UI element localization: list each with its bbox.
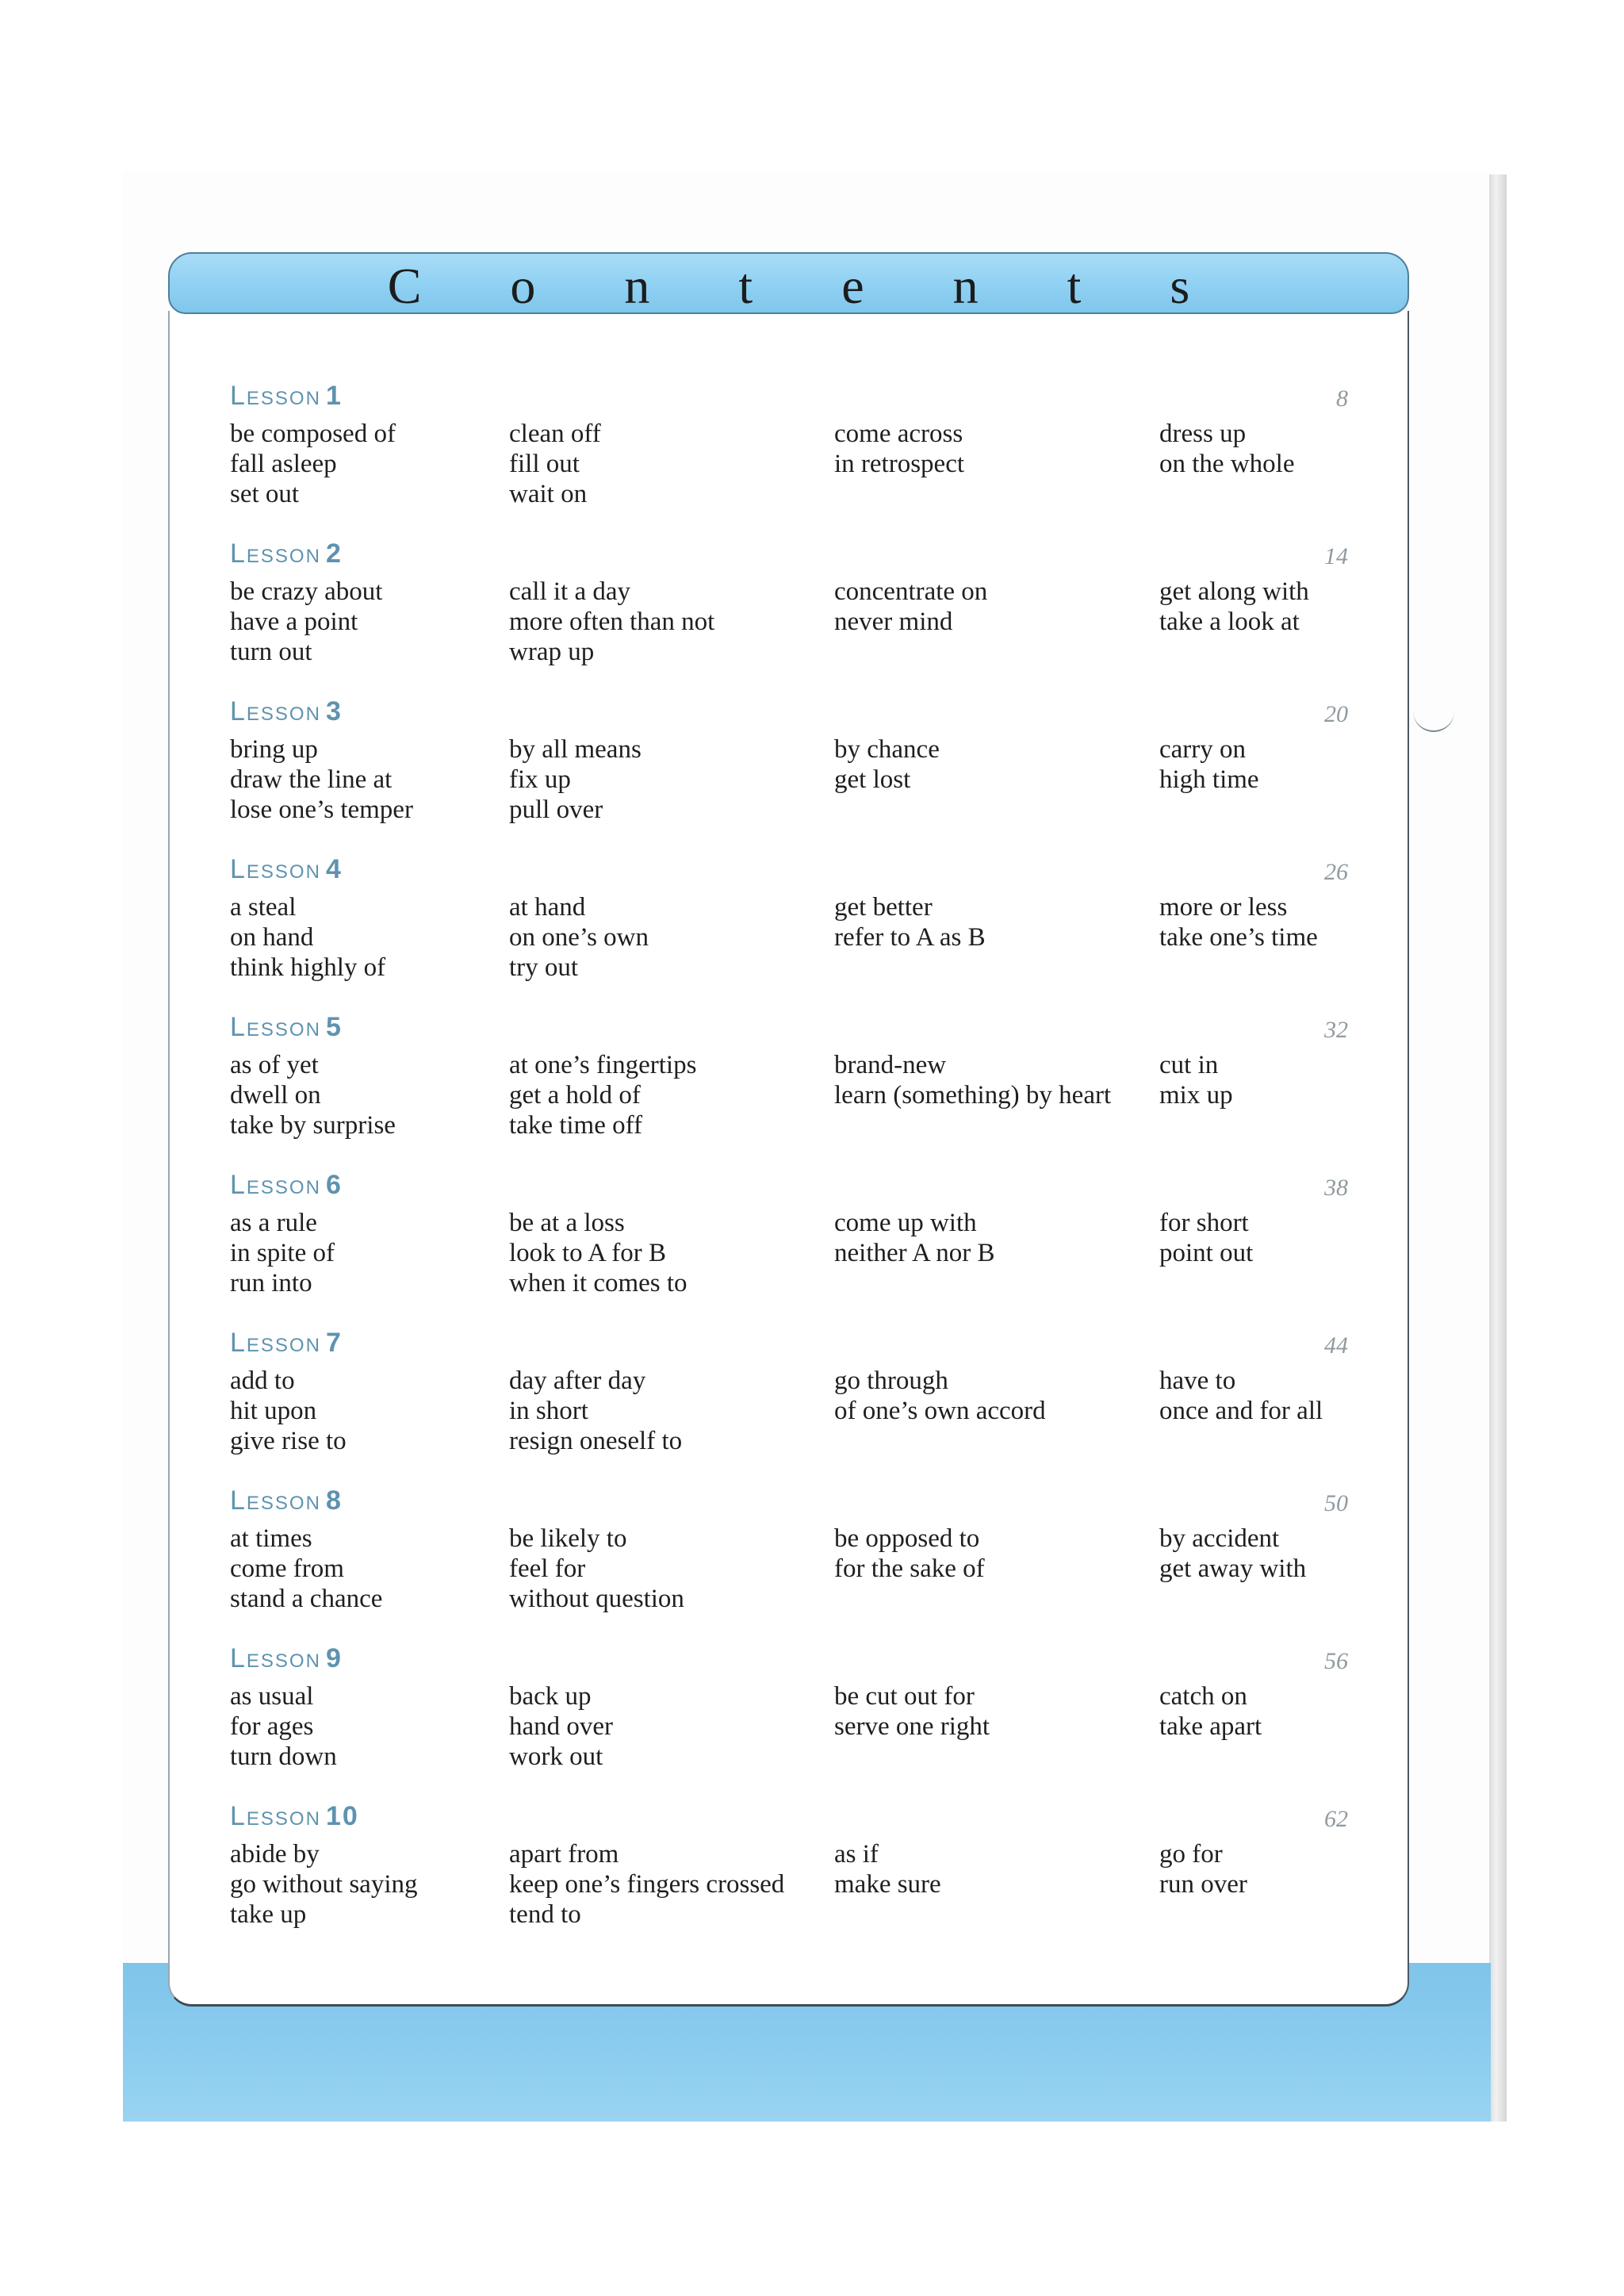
idiom-item: keep one’s fingers crossed [509, 1870, 785, 1899]
idiom-item: as if [834, 1840, 879, 1869]
idiom-column-4 [1159, 1050, 1233, 1110]
idiom-item: on the whole [1159, 450, 1295, 478]
idiom-item: lose one’s temper [230, 795, 413, 824]
idiom-item: think highly of [230, 953, 386, 982]
idiom-column-3 [834, 1681, 990, 1742]
idiom-item: without question [509, 1585, 684, 1613]
idiom-item: take one’s time [1159, 923, 1318, 952]
idiom-item: dwell on [230, 1081, 321, 1110]
idiom-item: at one’s fingertips [509, 1051, 697, 1079]
lesson-label: Lesson [230, 1328, 321, 1358]
idiom-column-1 [230, 734, 413, 825]
lesson-heading [230, 381, 343, 412]
idiom-item: for short [1159, 1209, 1249, 1237]
idiom-item: be cut out for [834, 1682, 975, 1711]
idiom-column-4 [1159, 1366, 1323, 1426]
lesson-label: Lesson [230, 539, 321, 569]
idiom-item: on hand [230, 923, 314, 952]
idiom-item: get away with [1159, 1554, 1307, 1583]
lesson-label: Lesson [230, 1012, 321, 1042]
idiom-item: make sure [834, 1870, 941, 1899]
lesson-number: 1 [325, 381, 343, 411]
idiom-item: resign oneself to [509, 1427, 683, 1455]
idiom-item: give rise to [230, 1427, 347, 1455]
idiom-column-2 [509, 1208, 688, 1298]
idiom-item: carry on [1159, 735, 1247, 764]
lesson-label: Lesson [230, 854, 321, 884]
idiom-item: day after day [509, 1366, 646, 1395]
idiom-column-2 [509, 419, 601, 509]
idiom-item: draw the line at [230, 765, 393, 794]
idiom-column-2 [509, 892, 649, 983]
lesson-heading [230, 1485, 343, 1516]
idiom-item: add to [230, 1366, 295, 1395]
idiom-item: come from [230, 1554, 344, 1583]
idiom-column-1 [230, 1208, 335, 1298]
idiom-column-2 [509, 734, 642, 825]
idiom-column-1 [230, 1681, 337, 1772]
lesson-page-number: 8 [1336, 385, 1348, 412]
idiom-column-2 [509, 1366, 682, 1456]
lesson-label: Lesson [230, 696, 321, 726]
idiom-item: tend to [509, 1900, 581, 1929]
lesson-7 [230, 1328, 1348, 1478]
lesson-number: 9 [325, 1643, 343, 1673]
lesson-heading [230, 1801, 359, 1832]
idiom-item: hit upon [230, 1397, 317, 1425]
idiom-item: mix up [1159, 1081, 1233, 1110]
idiom-item: as a rule [230, 1209, 317, 1237]
idiom-column-2 [509, 1839, 784, 1930]
idiom-item: feel for [509, 1554, 586, 1583]
lesson-5 [230, 1012, 1348, 1163]
lesson-page-number: 32 [1324, 1017, 1348, 1043]
idiom-column-3 [834, 419, 964, 479]
idiom-column-2 [509, 577, 714, 667]
idiom-item: run over [1159, 1870, 1247, 1899]
idiom-item: at times [230, 1524, 312, 1553]
idiom-item: look to A for B [509, 1239, 667, 1267]
idiom-column-1 [230, 1050, 396, 1140]
idiom-column-2 [509, 1050, 696, 1140]
idiom-item: take by surprise [230, 1111, 396, 1140]
idiom-item: brand-new [834, 1051, 947, 1079]
lesson-9 [230, 1643, 1348, 1794]
idiom-item: stand a chance [230, 1585, 383, 1613]
idiom-item: go for [1159, 1840, 1223, 1869]
idiom-item: clean off [509, 420, 601, 448]
lesson-heading [230, 539, 343, 569]
idiom-item: come up with [834, 1209, 977, 1237]
idiom-item: when it comes to [509, 1269, 688, 1297]
idiom-column-1 [230, 577, 382, 667]
page-title: C o n t e n t s [387, 258, 1228, 314]
idiom-column-4 [1159, 1839, 1247, 1899]
idiom-item: back up [509, 1682, 592, 1711]
idiom-column-4 [1159, 892, 1318, 953]
lesson-heading [230, 696, 343, 727]
idiom-item: bring up [230, 735, 318, 764]
lesson-number: 7 [325, 1328, 343, 1358]
idiom-item: fix up [509, 765, 571, 794]
idiom-item: as usual [230, 1682, 314, 1711]
idiom-column-3 [834, 734, 940, 795]
idiom-item: wrap up [509, 638, 595, 666]
idiom-column-1 [230, 1366, 347, 1456]
idiom-item: on one’s own [509, 923, 649, 952]
idiom-column-3 [834, 577, 987, 637]
idiom-item: concentrate on [834, 577, 988, 606]
lesson-page-number: 56 [1324, 1648, 1348, 1674]
idiom-item: cut in [1159, 1051, 1219, 1079]
idiom-item: run into [230, 1269, 312, 1297]
lesson-label: Lesson [230, 1170, 321, 1200]
idiom-item: neither A nor B [834, 1239, 995, 1267]
lesson-8 [230, 1485, 1348, 1636]
idiom-item: set out [230, 480, 300, 508]
idiom-item: get better [834, 893, 933, 922]
idiom-item: fill out [509, 450, 580, 478]
idiom-column-4 [1159, 1208, 1253, 1268]
lesson-number: 8 [325, 1485, 343, 1516]
lesson-1 [230, 381, 1348, 531]
idiom-item: turn down [230, 1742, 337, 1771]
contents-header-bar [168, 252, 1409, 314]
lesson-heading [230, 1012, 343, 1043]
idiom-item: high time [1159, 765, 1259, 794]
lesson-label: Lesson [230, 1643, 321, 1673]
lesson-10 [230, 1801, 1348, 1952]
idiom-item: work out [509, 1742, 603, 1771]
idiom-column-3 [834, 1524, 985, 1584]
idiom-item: fall asleep [230, 450, 337, 478]
idiom-item: be likely to [509, 1524, 627, 1553]
idiom-item: learn (something) by heart [834, 1081, 1112, 1110]
lesson-number: 2 [325, 539, 343, 569]
idiom-item: for ages [230, 1712, 314, 1741]
idiom-item: take apart [1159, 1712, 1262, 1741]
lesson-label: Lesson [230, 1801, 321, 1831]
idiom-column-2 [509, 1681, 613, 1772]
idiom-item: be at a loss [509, 1209, 625, 1237]
idiom-item: take a look at [1159, 608, 1300, 636]
idiom-item: as of yet [230, 1051, 319, 1079]
idiom-item: in spite of [230, 1239, 335, 1267]
page-edge [1489, 174, 1507, 2122]
lesson-heading [230, 1643, 343, 1674]
lesson-number: 5 [325, 1012, 343, 1042]
lesson-number: 4 [325, 854, 343, 884]
idiom-item: more or less [1159, 893, 1288, 922]
lesson-2 [230, 539, 1348, 689]
lesson-4 [230, 854, 1348, 1005]
idiom-item: be opposed to [834, 1524, 980, 1553]
idiom-item: have a point [230, 608, 358, 636]
idiom-item: of one’s own accord [834, 1397, 1046, 1425]
idiom-item: by accident [1159, 1524, 1280, 1553]
lesson-page-number: 14 [1324, 543, 1348, 569]
idiom-item: wait on [509, 480, 588, 508]
idiom-item: by all means [509, 735, 642, 764]
idiom-item: be crazy about [230, 577, 383, 606]
lesson-6 [230, 1170, 1348, 1320]
idiom-item: go through [834, 1366, 948, 1395]
lesson-heading [230, 1170, 343, 1201]
idiom-item: point out [1159, 1239, 1254, 1267]
idiom-item: try out [509, 953, 579, 982]
idiom-item: by chance [834, 735, 940, 764]
idiom-item: for the sake of [834, 1554, 985, 1583]
idiom-column-4 [1159, 419, 1294, 479]
idiom-item: be composed of [230, 420, 396, 448]
idiom-item: in short [509, 1397, 588, 1425]
idiom-item: get lost [834, 765, 911, 794]
idiom-item: turn out [230, 638, 312, 666]
idiom-column-4 [1159, 1524, 1306, 1584]
lesson-number: 6 [325, 1170, 343, 1200]
idiom-item: pull over [509, 795, 603, 824]
idiom-item: take up [230, 1900, 307, 1929]
lesson-page-number: 50 [1324, 1490, 1348, 1516]
idiom-column-1 [230, 419, 396, 509]
idiom-column-1 [230, 1839, 418, 1930]
idiom-item: more often than not [509, 608, 715, 636]
lesson-heading [230, 854, 343, 885]
idiom-column-3 [834, 1839, 941, 1899]
idiom-item: catch on [1159, 1682, 1247, 1711]
idiom-item: get a hold of [509, 1081, 641, 1110]
idiom-item: once and for all [1159, 1397, 1323, 1425]
lesson-number: 3 [325, 696, 343, 726]
lesson-page-number: 62 [1324, 1806, 1348, 1832]
idiom-column-3 [834, 1366, 1046, 1426]
lesson-label: Lesson [230, 381, 321, 411]
lesson-number: 10 [325, 1801, 359, 1831]
idiom-item: in retrospect [834, 450, 965, 478]
lesson-label: Lesson [230, 1485, 321, 1516]
idiom-column-4 [1159, 577, 1309, 637]
idiom-item: abide by [230, 1840, 320, 1869]
lesson-3 [230, 696, 1348, 847]
idiom-item: apart from [509, 1840, 619, 1869]
idiom-item: go without saying [230, 1870, 418, 1899]
idiom-item: at hand [509, 893, 586, 922]
idiom-item: get along with [1159, 577, 1309, 606]
idiom-item: a steal [230, 893, 297, 922]
lesson-heading [230, 1328, 343, 1359]
lesson-page-number: 26 [1324, 859, 1348, 885]
idiom-column-4 [1159, 734, 1259, 795]
idiom-item: take time off [509, 1111, 642, 1140]
idiom-item: never mind [834, 608, 953, 636]
lesson-page-number: 20 [1324, 701, 1348, 727]
idiom-column-3 [834, 892, 986, 953]
idiom-item: dress up [1159, 420, 1247, 448]
idiom-column-1 [230, 892, 385, 983]
idiom-column-1 [230, 1524, 382, 1614]
idiom-column-2 [509, 1524, 684, 1614]
idiom-column-4 [1159, 1681, 1262, 1742]
idiom-item: have to [1159, 1366, 1236, 1395]
idiom-item: serve one right [834, 1712, 990, 1741]
idiom-item: come across [834, 420, 963, 448]
idiom-column-3 [834, 1050, 1111, 1110]
idiom-item: call it a day [509, 577, 631, 606]
idiom-item: hand over [509, 1712, 614, 1741]
lesson-page-number: 44 [1324, 1332, 1348, 1359]
idiom-column-3 [834, 1208, 995, 1268]
lesson-page-number: 38 [1324, 1175, 1348, 1201]
idiom-item: refer to A as B [834, 923, 986, 952]
